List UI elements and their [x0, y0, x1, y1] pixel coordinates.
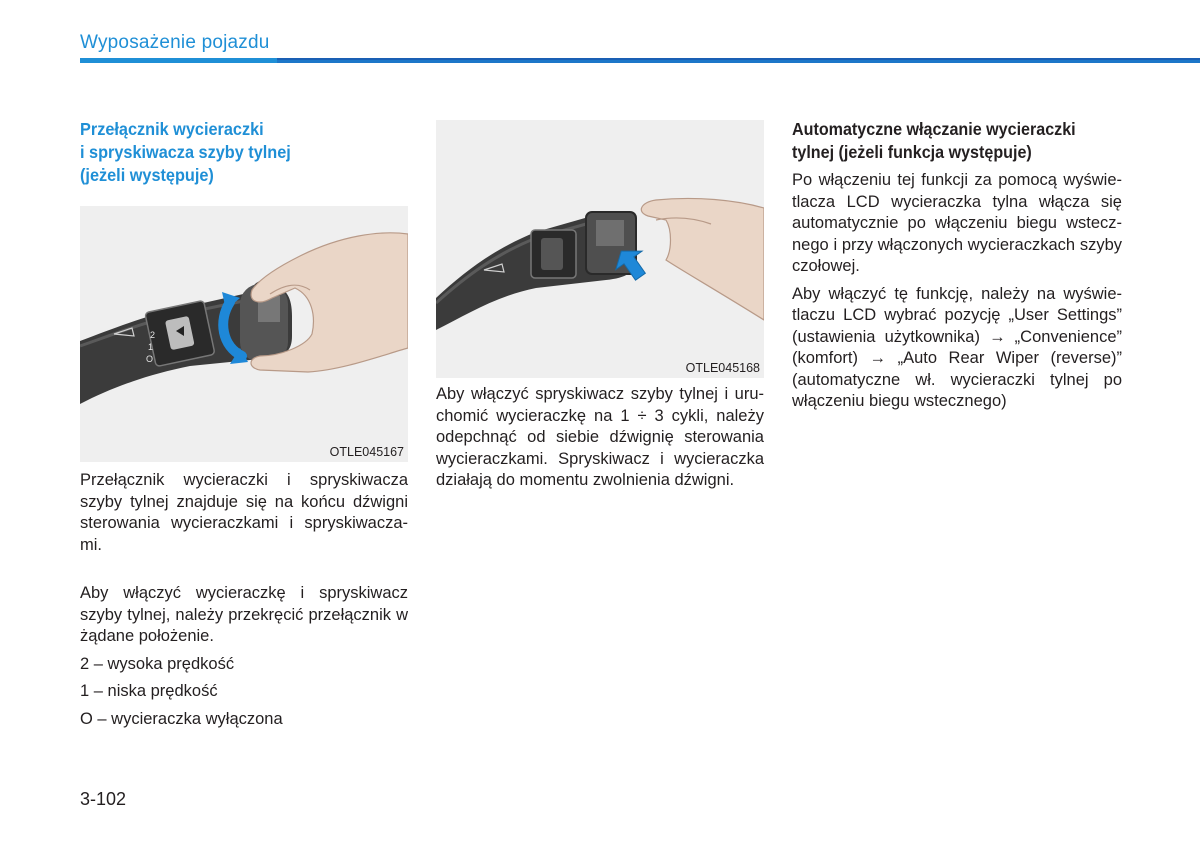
list-item: 2 – wysoka prędkość: [80, 654, 235, 673]
figure-rear-washer-push: [436, 120, 764, 378]
paragraph-switch-usage: Aby włączyć wycieraczkę i spryskiwacz szyby tylnej, należy przekręcić przełącznik w żądane położenie.: [80, 584, 408, 645]
section-heading-auto-rear-wiper: [792, 118, 1122, 164]
list-item: O – wycieraczka wyłączona: [80, 709, 283, 728]
heading-line: tylnej (jeżeli funkcja występuje): [792, 142, 1032, 162]
paragraph-washer-usage: Aby włączyć spryskiwacz szyby tylnej i uru-chomić wycieraczkę na 1 ÷ 3 cykli, należy odepchnąć od siebie dźwignię sterowania wycieraczkami. Spryskiwacz i wycieraczka działają do momentu zwolnienia dźwigni.: [436, 385, 764, 489]
lever-rotate-illustration: [80, 206, 408, 462]
page-number: 3-102: [80, 789, 127, 809]
section-title: Wyposażenie pojazdu: [80, 32, 270, 53]
heading-line: Przełącznik wycieraczki: [80, 119, 264, 139]
heading-line: i spryskiwacza szyby tylnej: [80, 142, 291, 162]
figure-code: OTLE045167: [329, 445, 404, 459]
heading-line: (jeżeli występuje): [80, 165, 214, 185]
column-rear-wiper-switch: [80, 118, 408, 730]
list-item: 1 – niska prędkość: [80, 682, 218, 700]
lever-mark-2: 2: [150, 330, 156, 340]
lever-mark-1: 1: [148, 342, 154, 352]
column-rear-washer: [436, 120, 764, 492]
lever-mark-o: O: [146, 354, 154, 364]
header-rule: [80, 58, 1200, 63]
paragraph-auto-wiper-description: Po włączeniu tej funkcji za pomocą wyświe-tlacza LCD wycieraczka tylna włącza się automatycznie po włączeniu biegu wstecz-nego i przy włączonych wycieraczkach szyby czołowej.: [792, 171, 1122, 275]
speed-list: [80, 654, 408, 731]
figure-rear-wiper-rotate: [80, 206, 408, 462]
column-auto-rear-wiper: [792, 118, 1122, 413]
section-heading-rear-wiper: [80, 118, 408, 187]
paragraph-auto-wiper-settings: Aby włączyć tę funkcję, należy na wyświe-tlaczu LCD wybrać pozycję „User Settings” (ustawienia użytkownika) → „Convenience” (komfort) → „Auto Rear Wiper (reverse)” (automatyczne wł. wycieraczki tylnej po włączeniu biegu wstecznego): [792, 284, 1122, 410]
heading-line: Automatyczne włączanie wycieraczki: [792, 119, 1076, 139]
lever-push-illustration: [436, 120, 764, 378]
figure-code: OTLE045168: [685, 361, 760, 375]
paragraph-switch-location: Przełącznik wycieraczki i spryskiwacza szyby tylnej znajduje się na końcu dźwigni sterowania wycieraczkami i spryskiwacza-mi.: [80, 471, 408, 554]
